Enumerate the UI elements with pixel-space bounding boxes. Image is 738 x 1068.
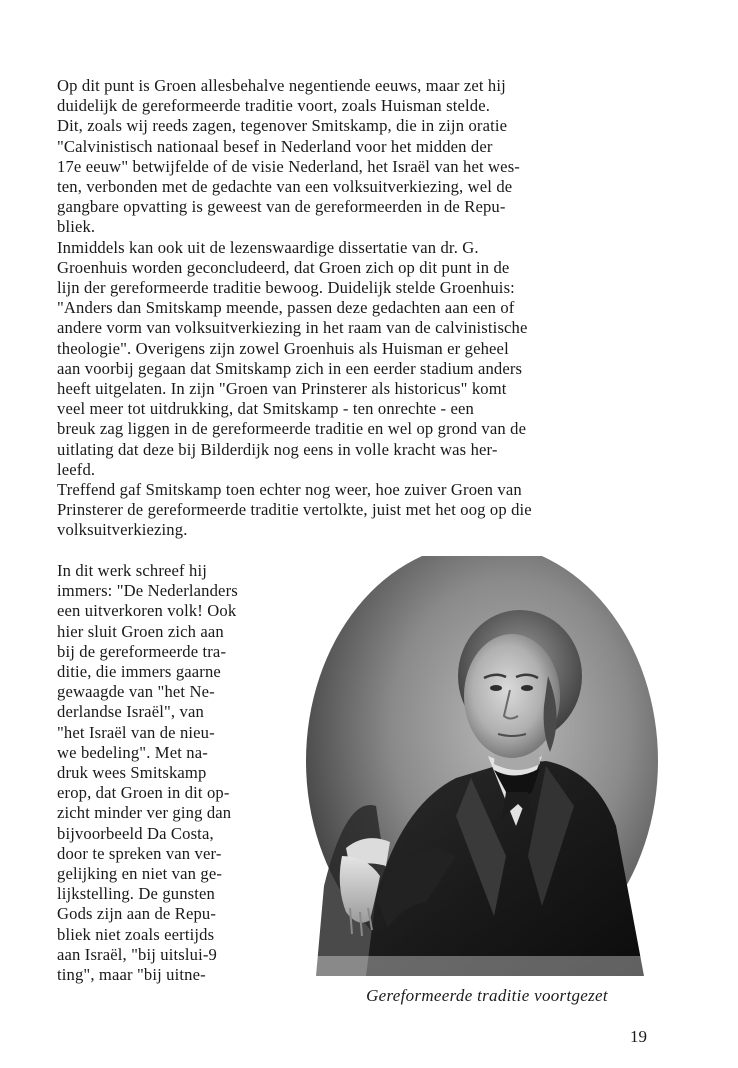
text-line: een uitverkoren volk! Ook: [57, 601, 237, 621]
text-line: immers: "De Nederlanders: [57, 581, 238, 601]
text-line: Inmiddels kan ook uit de lezenswaardige dissertatie van dr. G.: [57, 237, 479, 257]
text-line: gewaagde van "het Ne-: [57, 682, 215, 702]
text-line: bliek niet zoals eertijds: [57, 924, 215, 944]
text-line: door te spreken van ver-: [57, 843, 222, 863]
text-line: duidelijk de gereformeerde traditie voort, zoals Huisman stelde.: [57, 96, 491, 116]
text-line: bijvoorbeeld Da Costa,: [57, 823, 214, 843]
text-line: andere vorm van volksuitverkiezing in het raam van de calvinistische: [57, 318, 528, 338]
portrait-image: [306, 556, 658, 976]
text-line: we bedeling". Met na-: [57, 742, 208, 762]
text-line: gelijking en niet van ge-: [57, 864, 223, 884]
text-line: druk wees Smitskamp: [57, 763, 207, 783]
paragraph: [57, 76, 697, 238]
paragraph: [57, 480, 697, 541]
text-line: ten, verbonden met de gedachte van een volksuitverkiezing, wel de: [57, 177, 513, 197]
text-line: "het Israël van de nieu-: [57, 722, 215, 742]
text-line: breuk zag liggen in de gereformeerde traditie en wel op grond van de: [57, 419, 527, 439]
text-line: Treffend gaf Smitskamp toen echter nog weer, hoe zuiver Groen van: [57, 480, 522, 500]
text-line: gangbare opvatting is geweest van de gereformeerden in de Repu-: [57, 197, 506, 217]
text-line: aan voorbij gegaan dat Smitskamp zich in een eerder stadium anders: [57, 358, 523, 378]
full-width-text: [57, 76, 697, 541]
text-line: zicht minder ver ging dan: [57, 803, 232, 823]
text-line: ting", maar "bij uitne-: [57, 965, 206, 985]
text-line: derlandse Israël", van: [57, 702, 204, 722]
text-line: uitlating dat deze bij Bilderdijk nog eens in volle kracht was her-: [57, 439, 498, 459]
figure-caption: Gereformeerde traditie voortgezet: [366, 986, 608, 1005]
text-line: bij de gereformeerde tra-: [57, 641, 227, 661]
text-line: Prinsterer de gereformeerde traditie vertolkte, juist met het oog op die: [57, 500, 532, 520]
text-line: lijn der gereformeerde traditie bewoog. Duidelijk stelde Groenhuis:: [57, 278, 515, 298]
text-line: bliek.: [57, 217, 96, 237]
text-line: Op dit punt is Groen allesbehalve negentiende eeuws, maar zet hij: [57, 76, 506, 95]
text-line: 17e eeuw" betwijfelde of de visie Nederland, het Israël van het wes-: [57, 156, 520, 176]
text-line: Dit, zoals wij reeds zagen, tegenover Smitskamp, die in zijn oratie: [57, 116, 508, 136]
page-number: 19: [630, 1027, 647, 1046]
paragraph: [57, 238, 697, 480]
text-line: "Calvinistisch nationaal besef in Nederland voor het midden der: [57, 136, 493, 156]
text-line: veel meer tot uitdrukking, dat Smitskamp - ten onrechte - een: [57, 399, 474, 419]
text-line: ditie, die immers gaarne: [57, 662, 221, 682]
text-line: Gods zijn aan de Repu-: [57, 904, 217, 924]
text-line: In dit werk schreef hij: [57, 561, 207, 580]
text-line: "Anders dan Smitskamp meende, passen deze gedachten aan een of: [57, 298, 515, 318]
text-line: lijkstelling. De gunsten: [57, 884, 215, 904]
portrait-figure: [306, 556, 658, 976]
text-line: hier sluit Groen zich aan: [57, 621, 224, 641]
text-line: erop, dat Groen in dit op-: [57, 783, 230, 803]
text-line: heeft uitgelaten. In zijn "Groen van Prinsterer als historicus" komt: [57, 379, 507, 399]
text-line: volksuitverkiezing.: [57, 520, 188, 540]
text-line: leefd.: [57, 459, 96, 479]
text-line: theologie". Overigens zijn zowel Groenhuis als Huisman er geheel: [57, 338, 509, 358]
narrow-column-text: [57, 561, 297, 985]
text-line: Groenhuis worden geconcludeerd, dat Groen zich op dit punt in de: [57, 257, 510, 277]
text-line: aan Israël, "bij uitslui-9: [57, 944, 217, 964]
